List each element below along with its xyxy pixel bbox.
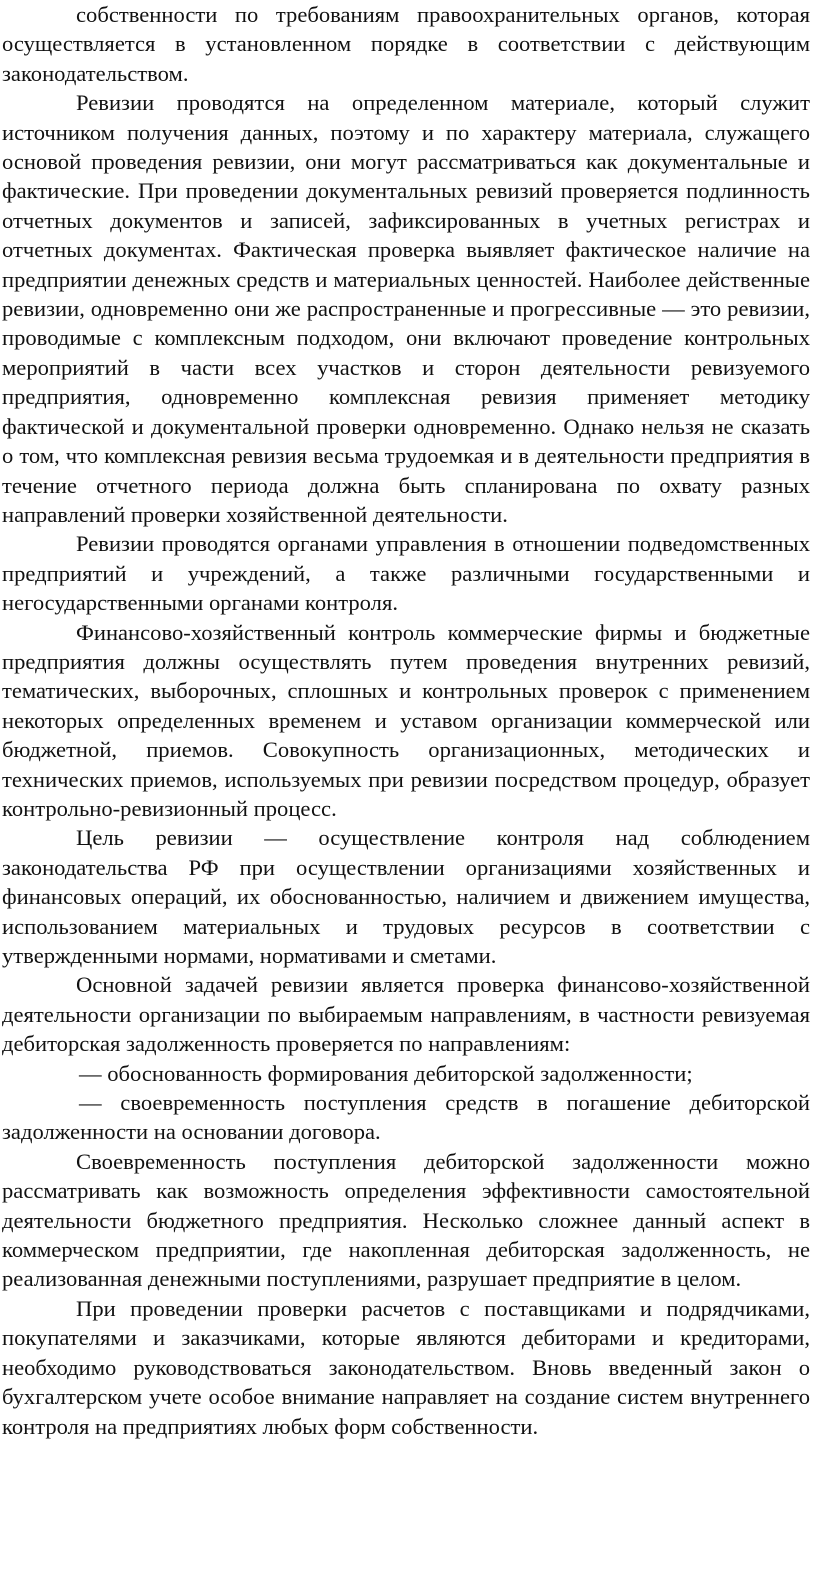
paragraph-revision-types: Ревизии проводятся на определенном материале, который служит источником получения данных, поэтому и по характеру материала, служащего основой проведения ревизии, они могут рассматриваться как документальные и фактические. При проведении документальных ревизий проверяется подлинность отчетных документов и записей, зафиксированных в учетных регистрах и отчетных документах. Фактическая проверка выявляет фактическое наличие на предприятии денежных средств и материальных ценностей. Наиболее действенные ревизии, одновременно они же распространенные и прогрессивные — это ревизии, проводимые с комплексным подходом, они включают проведение контрольных мероприятий в части всех участков и сторон деятельности ревизуемого предприятия, одновременно комплексная ревизия применяет методику фактической и документальной проверки одновременно. Однако нельзя не сказать о том, что комплексная ревизия весьма трудоемкая и в деятельности предприятия в течение отчетного периода должна быть спланирована по охвату разных направлений проверки хозяйственной деятельности.: [2, 90, 810, 527]
paragraph-revision-bodies: Ревизии проводятся органами управления в отношении подведомственных предприятий и учреждений, а также различными государственными и негосударственными органами контроля.: [2, 531, 810, 616]
paragraph-settlements-check: При проведении проверки расчетов с поставщиками и подрядчиками, покупателями и заказчиками, которые являются дебиторами и кредиторами, необходимо руководствоваться законодательством. Вновь введенный закон о бухгалтерском учете особое внимание направляет на создание систем внутреннего контроля на предприятиях любых форм собственности.: [2, 1295, 810, 1439]
paragraph-financial-control: Финансово-хозяйственный контроль коммерческие фирмы и бюджетные предприятия должны осуществлять путем проведения внутренних ревизий, тематических, выборочных, сплошных и контрольных проверок с применением некоторых определенных временем и уставом организации коммерческой или бюджетной, приемов. Совокупность организационных, методических и технических приемов, используемых при ревизии посредством процедур, образует контрольно-ревизионный процесс.: [2, 619, 810, 821]
paragraph-continuation: собственности по требованиям правоохранительных органов, которая осуществляется в установленном порядке в соответствии с действующим законодательством.: [2, 2, 810, 86]
paragraph-receivables-timeliness: Своевременность поступления дебиторской задолженности можно рассматривать как возможность определения эффективности самостоятельной деятельности бюджетного предприятия. Несколько сложнее данный аспект в коммерческом предприятии, где накопленная дебиторская задолженность, не реализованная денежными поступлениями, разрушает предприятие в целом.: [2, 1148, 810, 1292]
list-item: — своевременность поступления средств в погашение дебиторской задолженности на основании договора.: [2, 1090, 810, 1145]
paragraph-revision-goal: Цель ревизии — осуществление контроля над соблюдением законодательства РФ при осуществлении организациями хозяйственных и финансовых операций, их обоснованностью, наличием и движением имущества, использованием материальных и трудовых ресурсов в соответствии с утвержденными нормами, нормативами и сметами.: [2, 825, 810, 968]
list-item: — обоснованность формирования дебиторской задолженности;: [79, 1060, 693, 1086]
paragraph-revision-task: Основной задачей ревизии является проверка финансово-хозяйственной деятельности организации по выбираемым направлениям, в частности ревизуемая дебиторская задолженность проверяется по направлениям:: [2, 972, 810, 1057]
